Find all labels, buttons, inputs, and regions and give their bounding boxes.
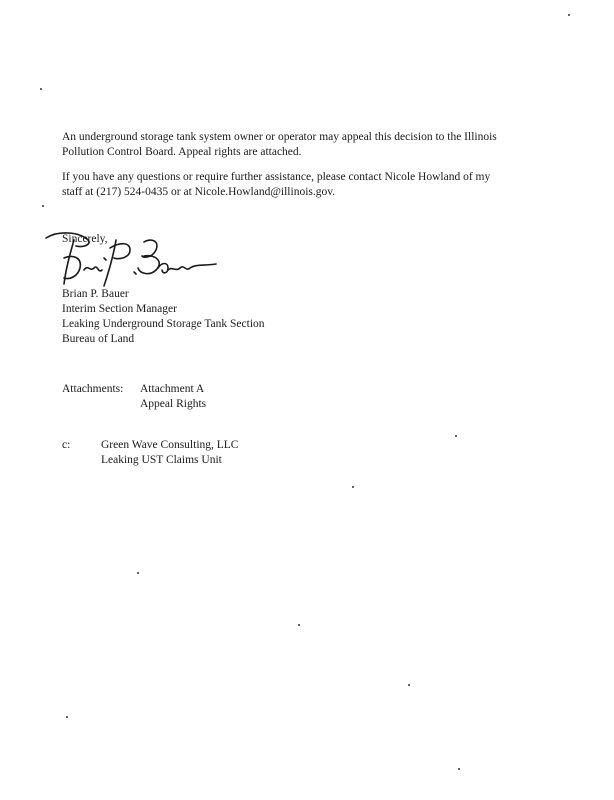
scan-speck (455, 435, 457, 437)
scan-speck (298, 624, 300, 626)
signer-block (62, 287, 552, 347)
scan-speck (66, 716, 68, 718)
appeal-line-2: Pollution Control Board. Appeal rights are attached. (62, 146, 302, 158)
cc-item: Leaking UST Claims Unit (101, 454, 222, 466)
scan-speck (568, 14, 570, 16)
attachments-label: Attachments: (62, 383, 124, 395)
cc-label: c: (62, 439, 71, 451)
handwritten-signature (40, 228, 230, 290)
signer-name: Brian P. Bauer (62, 288, 129, 300)
scan-speck (40, 88, 42, 90)
cc-item: Green Wave Consulting, LLC (101, 439, 239, 451)
scan-speck (352, 486, 354, 488)
scan-speck (408, 684, 410, 686)
scan-speck (42, 205, 44, 207)
contact-paragraph (62, 170, 552, 200)
signer-bureau: Bureau of Land (62, 333, 135, 345)
closing-text: Sincerely, (62, 233, 108, 245)
appeal-line-1: An underground storage tank system owner or operator may appeal this decision to the Illinois (62, 131, 497, 143)
scan-speck (137, 572, 139, 574)
appeal-rights-paragraph (62, 130, 552, 160)
attachment-item: Appeal Rights (140, 398, 207, 410)
contact-line-1: If you have any questions or require further assistance, please contact Nicole Howland of my (62, 171, 491, 183)
scan-speck (458, 768, 460, 770)
contact-line-2: staff at (217) 524-0435 or at Nicole.Howland@illinois.gov. (62, 186, 336, 198)
attachment-item: Attachment A (140, 383, 205, 395)
signer-title: Interim Section Manager (62, 303, 177, 315)
signer-section: Leaking Underground Storage Tank Section (62, 318, 265, 330)
